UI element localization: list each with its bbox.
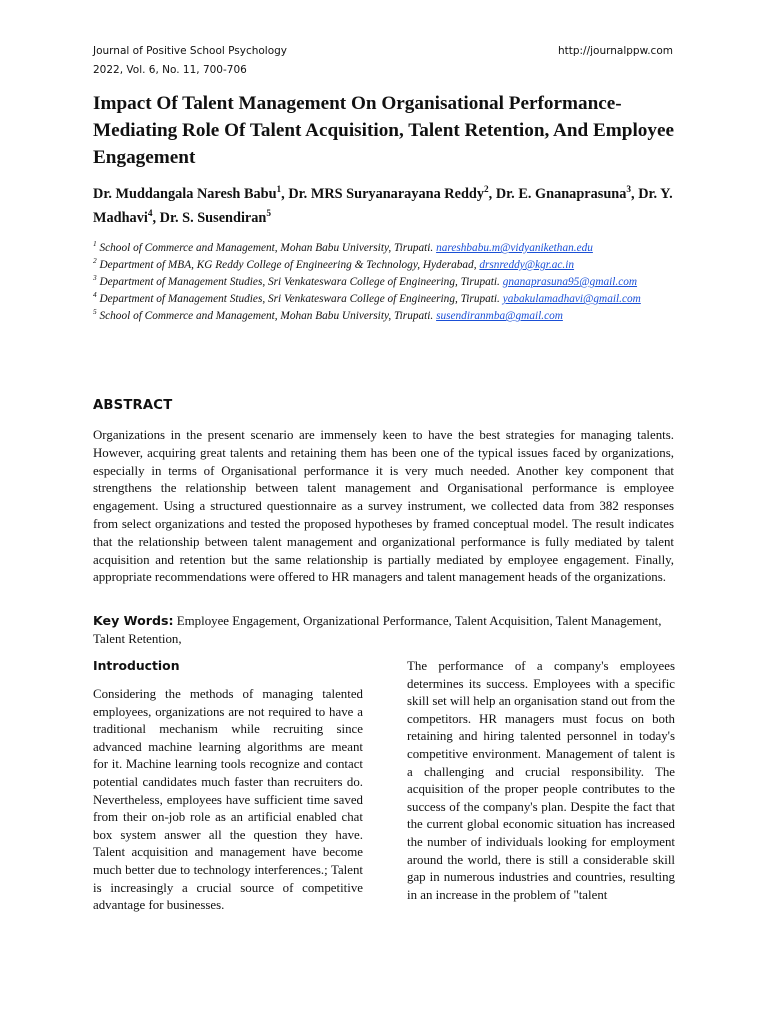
email-link[interactable]: nareshbabu.m@vidyanikethan.edu	[436, 242, 593, 254]
abstract-heading: ABSTRACT	[93, 398, 173, 413]
author-sup: 4	[147, 209, 153, 220]
affiliation	[93, 240, 683, 257]
introduction-column-left: Considering the methods of managing talented employees, organizations are not required to have a traditional mechanism while recruiting since advanced machine learning algorithms are meant for it. Machine learning tools recognize and contact potential candidates much faster than recruiters do. Nevertheless, employees have sufficient time saved from their on-job role as an artificial enabled chat box system answer all the question they have. Talent acquisition and management have become much better due to technology interferences.; Talent is increasingly a crucial source of competitive advantage for businesses.	[93, 687, 363, 913]
affiliation-text: School of Commerce and Management, Mohan Babu University, Tirupati.	[99, 310, 434, 322]
author-sup: 5	[266, 209, 272, 220]
introduction-heading: Introduction	[93, 658, 180, 673]
author-list	[93, 182, 683, 230]
abstract-text: Organizations in the present scenario are immensely keen to have the best strategies for managing talents. However, acquiring great talents and retaining them has been one of the typical issues faced by organizations, especially in terms of Organisational performance it is very much needed. Another key component that strengthens the relationship between talent management and Organisational performance is employee engagement. Using a structured questionnaire as a survey instrument, we collected data from 382 responses from select organizations and tested the proposed hypotheses by framed conceptual model. The result indicates that the relationship between talent management and organizational performance is fully mediated by talent acquisition and retention but the same relationship is partially mediated by employee engagement. Finally, appropriate recommendations were offered to HR managers and talent management heads of the organizations.	[93, 428, 674, 585]
affiliation-sup: 2	[93, 256, 97, 266]
affiliation	[93, 308, 683, 325]
paper-title: Impact Of Talent Management On Organisational Performance-Mediating Role Of Talent Acquisition, Talent Retention, And Employee Engagement	[93, 93, 675, 168]
author-sup: 1	[276, 185, 282, 196]
keywords-label: Key Words:	[93, 613, 174, 628]
author-sep: ,	[152, 210, 160, 226]
affiliation-sup: 5	[93, 307, 97, 317]
author-name: Dr. S. Susendiran	[159, 210, 267, 226]
keywords-text: Employee Engagement, Organizational Performance, Talent Acquisition, Talent Management, Talent Retention,	[93, 614, 662, 646]
affiliation-sup: 4	[93, 290, 97, 300]
keywords	[93, 612, 674, 648]
author-sup: 2	[484, 185, 489, 196]
author-name: Dr. E. Gnanaprasuna	[495, 186, 627, 202]
email-link[interactable]: susendiranmba@gmail.com	[436, 310, 563, 322]
affiliation-text: School of Commerce and Management, Mohan Babu University, Tirupati.	[99, 242, 434, 254]
author-sep: ,	[631, 186, 639, 202]
journal-name: Journal of Positive School Psychology	[93, 45, 288, 57]
journal-url[interactable]: http://journalppw.com	[557, 45, 673, 57]
introduction-column-right: The performance of a company's employees determines its success. Employees with a specific skill set will help an organisation stand out from the competitors. HR managers must focus on both retaining and hiring talented personnel in today's competitive environment. Management of talent is a challenging and crucial responsibility. The acquisition of the proper people contributes to the success of the company's plan. Despite the fact that the current global economic situation has increased the number of individuals looking for employment around the world, there is still a considerable skill gap in numerous industries and countries, resulting in an increase in the problem of "talent	[407, 659, 675, 902]
author-name: Dr. MRS Suryanarayana Reddy	[288, 186, 485, 202]
author-sep: ,	[281, 186, 289, 202]
author-name: Dr. Muddangala Naresh Babu	[93, 186, 277, 202]
affiliation-text: Department of Management Studies, Sri Venkateswara College of Engineering, Tirupati.	[99, 276, 500, 288]
email-link[interactable]: yabakulamadhavi@gmail.com	[502, 293, 641, 305]
affiliation-sup: 3	[93, 273, 97, 283]
affiliation-text: Department of MBA, KG Reddy College of Engineering & Technology, Hyderabad,	[99, 259, 477, 271]
affiliation	[93, 257, 683, 274]
affiliation-text: Department of Management Studies, Sri Venkateswara College of Engineering, Tirupati.	[99, 293, 500, 305]
affiliation-sup: 1	[93, 239, 97, 249]
journal-volume: 2022, Vol. 6, No. 11, 700-706	[93, 64, 247, 76]
author-sup: 3	[626, 185, 632, 196]
affiliation	[93, 274, 683, 291]
email-link[interactable]: gnanaprasuna95@gmail.com	[502, 276, 638, 288]
affiliation	[93, 291, 683, 308]
author-name: Dr. Y. Madhavi	[93, 186, 673, 226]
email-link[interactable]: drsnreddy@kgr.ac.in	[479, 259, 575, 271]
journal-header	[93, 42, 287, 80]
author-sep: ,	[488, 186, 496, 202]
affiliation-list	[93, 240, 683, 325]
